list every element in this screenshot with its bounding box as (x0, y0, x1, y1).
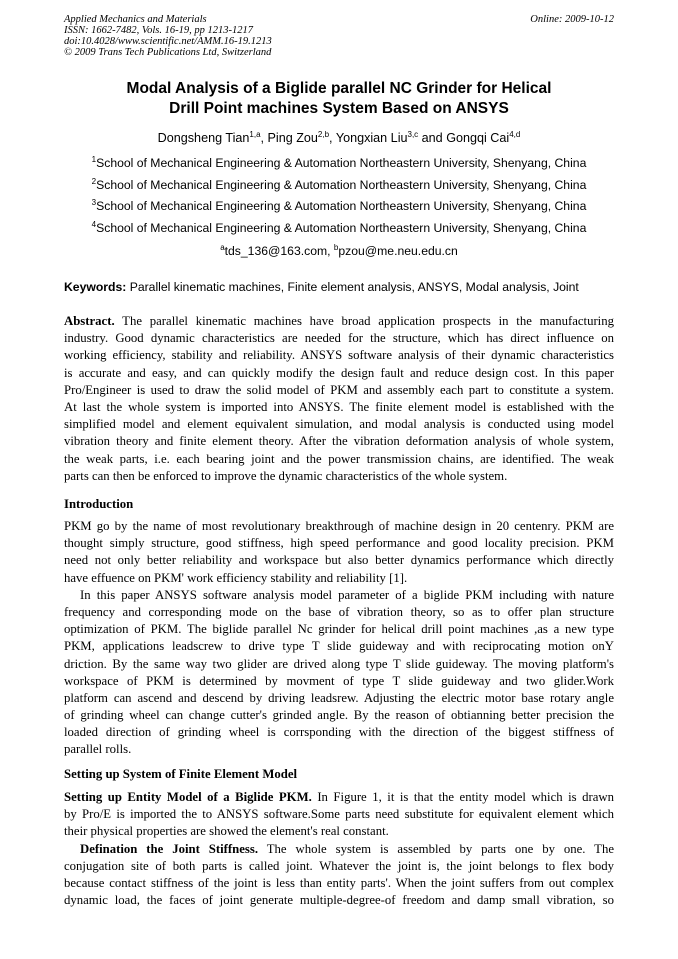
intro-line: In this paper ANSYS software analysis model parameter of a biglide PKM including with nature (80, 587, 614, 602)
abstract-line: vibration theory and finite element theory. After the vibration deformation analysis of whole system, (64, 434, 614, 449)
abstract-line: working efficiency, stability and reliability. ANSYS software analysis of their dynamic characteristics (64, 348, 614, 363)
affil-text: School of Mechanical Engineering & Automation Northeastern University, Shenyang, China (96, 199, 587, 214)
author-sep: , (260, 131, 268, 145)
intro-line: optimization of PKM. The biglide parallel Nc grinder for helical drill point machines ,as a new type (64, 622, 614, 637)
issn-line: ISSN: 1662-7482, Vols. 16-19, pp 1213-1217 (64, 25, 253, 36)
entity-model-section (64, 789, 614, 909)
keywords-label: Keywords: (64, 280, 127, 294)
affiliation-list (64, 155, 614, 242)
doi-line[interactable]: doi:10.4028/www.scientific.net/AMM.16-19.1213 (64, 36, 272, 47)
email-address[interactable]: pzou@me.neu.edu.cn (338, 244, 458, 258)
keywords-section (64, 279, 614, 295)
affiliation-line (64, 155, 614, 177)
intro-line: of grinding wheel can change cutter's grinded angle. By the reason of obtianning better precision the (64, 708, 614, 723)
email-sup: b (333, 243, 339, 252)
abstract-line: industry. Good dynamic characteristics are needed for the structure, which has direct influence on (64, 331, 614, 346)
intro-line: PKM go by the name of most revolutionary breakthrough of machine design in 20 centenry. PKM are (64, 519, 614, 533)
intro-line: thought simply structure, good stiffness, high speed performance and good locality precision. PKM (64, 536, 614, 551)
introduction-heading: Introduction (64, 497, 134, 511)
email-line (64, 243, 614, 259)
intro-line: parallel rolls. (64, 742, 132, 757)
affil-sup: 4 (91, 220, 97, 230)
author-list (64, 130, 614, 146)
section-line: by Pro/E is imported the to ANSYS software.Some parts need substitute for equivalent element which (64, 807, 614, 822)
affil-text: School of Mechanical Engineering & Automation Northeastern University, Shenyang, China (96, 221, 587, 236)
section-line: dynamic load, the faces of joint generate multiple-degree-of freedom and damp small vibration, so (64, 893, 614, 908)
abstract-line: the weak parts, i.e. each bearing joint and the power transmission chains, are identified. The weak (64, 451, 614, 466)
journal-name: Applied Mechanics and Materials (64, 14, 207, 25)
intro-line: platform can ascend and descend by driving leadsrew. Adjusting the electric motor base rotary angle (64, 690, 614, 705)
abstract-label: Abstract. (64, 314, 115, 328)
author-sep: , (329, 131, 336, 145)
paper-title (64, 79, 614, 119)
intro-line: driction. By the same way two glider are drived along type T slide guideway. The moving platform's (64, 656, 614, 671)
intro-line: PKM, applications leadscrew to drive type T slide guideway and with reciprocating motion onY (64, 639, 614, 654)
affil-sup: 3 (91, 198, 97, 208)
author-affil-sup: 2,b (317, 130, 330, 139)
affiliation-line (64, 177, 614, 199)
author-name: Yongxian Liu (335, 131, 408, 145)
joint-stiffness-label: Defination the Joint Stiffness. (80, 841, 259, 856)
author-name: Ping Zou (267, 131, 318, 145)
section-line (64, 789, 614, 806)
affil-text: School of Mechanical Engineering & Automation Northeastern University, Shenyang, China (96, 156, 587, 170)
abstract-line: is accurate and easy, and can quickly modify the design fault and reduce design cost. In this paper (64, 365, 614, 380)
author-name: Gongqi Cai (446, 131, 510, 145)
abstract-line: simplified model and element equivalent simulation, and modal analysis is conducted using model (64, 417, 614, 432)
keywords-text: Parallel kinematic machines, Finite element analysis, ANSYS, Modal analysis, Joint (129, 280, 579, 294)
abstract-line: Pro/Engineer is used to draw the solid model of PKM and assembly each part to constitute a system. (64, 382, 614, 397)
journal-header (64, 14, 272, 58)
affiliation-line (64, 198, 614, 220)
entity-model-label: Setting up Entity Model of a Biglide PKM. (64, 790, 312, 804)
intro-line: frequency and corresponding mode on the base of vibration theory, so as to offer plan structure (64, 604, 614, 619)
author-sep: and (418, 131, 447, 145)
online-date: Online: 2009-10-12 (530, 14, 614, 25)
intro-line: workspace of PKM is determined by movment of type T slide guideway and two glider.Work (64, 673, 614, 688)
introduction-section (64, 518, 614, 759)
intro-line: need not only better reliability and workspace but also better dynamics performance which directly (64, 553, 614, 568)
affil-sup: 2 (91, 176, 97, 186)
section-line (64, 841, 614, 858)
section-line: because contact stiffness of the joint is less than entity parts'. When the joint suffers from out complex (64, 875, 614, 890)
abstract-section (64, 313, 614, 485)
section-line: conjugation site of both parts is called joint. Whatever the joint is, the joint belongs to flex body (64, 858, 614, 873)
intro-line: have effuence on PKM' work efficiency stability and reliability [1]. (64, 570, 408, 585)
author-name: Dongsheng Tian (157, 131, 250, 145)
section-line: their physical properties are showed the element's real constant. (64, 824, 389, 839)
abstract-line (64, 313, 614, 330)
affil-sup: 1 (91, 155, 97, 164)
author-affil-sup: 1,a (249, 130, 261, 139)
line-text: The parallel kinematic machines have broad application prospects in the manufacturing (122, 314, 614, 328)
email-sup: a (220, 243, 225, 252)
author-affil-sup: 4,d (509, 130, 521, 139)
affiliation-line (64, 220, 614, 242)
email-address[interactable]: tds_136@163.com, (224, 244, 334, 258)
author-affil-sup: 3,c (407, 130, 419, 139)
abstract-line: parts can then be enforced to improve the dynamic characteristics of the whole system. (64, 468, 508, 483)
copyright-line: © 2009 Trans Tech Publications Ltd, Switzerland (64, 47, 272, 58)
abstract-line: At last the whole system is imported into ANSYS. The finite element model is established with the (64, 399, 614, 414)
line-text: In Figure 1, it is that the entity model which is drawn (317, 790, 614, 804)
title-line-1: Modal Analysis of a Biglide parallel NC Grinder for Helical (126, 80, 552, 97)
title-line-2: Drill Point machines System Based on ANSYS (169, 100, 509, 117)
section-heading-fem: Setting up System of Finite Element Model (64, 767, 298, 781)
line-text: The whole system is assembled by parts one by one. The (266, 841, 615, 856)
affil-text: School of Mechanical Engineering & Automation Northeastern University, Shenyang, China (96, 177, 587, 192)
intro-line: loaded direction of grinding wheel is corrsponding with the direction of the biggest stiffness of (64, 725, 614, 740)
